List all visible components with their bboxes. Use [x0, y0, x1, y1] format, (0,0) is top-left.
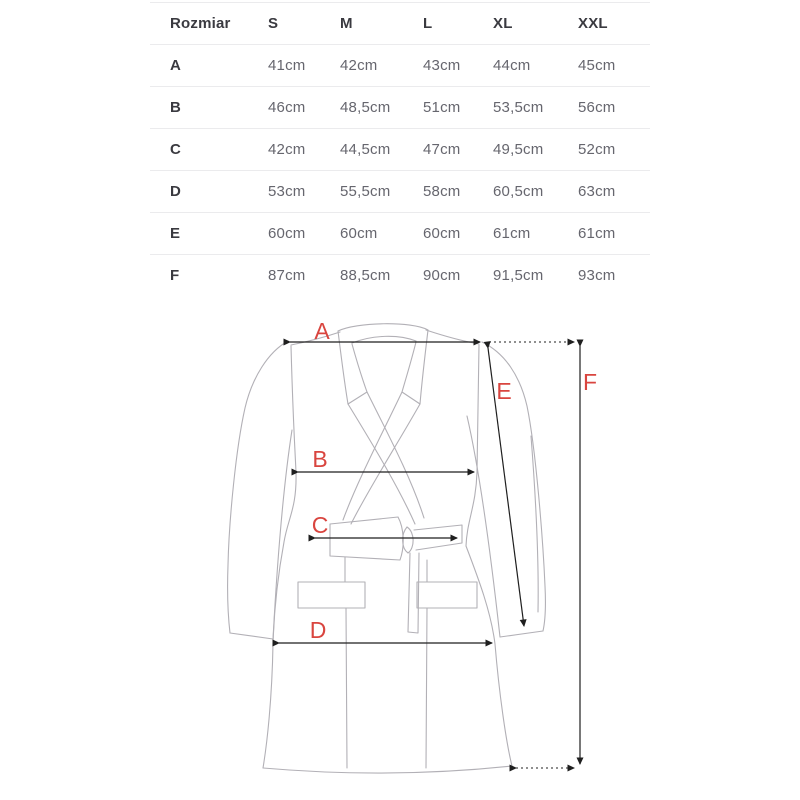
- right-lapel-roll-line: [402, 342, 416, 392]
- size-value-cell: 60cm: [340, 225, 378, 242]
- size-value-cell: 44cm: [493, 57, 531, 74]
- size-value-cell: 43cm: [423, 57, 461, 74]
- row-label-b: B: [170, 99, 182, 116]
- belt-knot: [403, 527, 414, 553]
- row-label-c: C: [170, 141, 182, 158]
- measurement-label-c: C: [311, 512, 329, 538]
- left-sleeve-outline: [228, 341, 288, 633]
- measurement-label-a: A: [314, 318, 330, 344]
- measurement-label-d: D: [309, 617, 327, 643]
- hem-line: [263, 766, 512, 773]
- right-sleeve-outline: [482, 342, 545, 631]
- measurement-label-f: F: [582, 369, 598, 395]
- row-label-a: A: [170, 57, 182, 74]
- collar-top-line: [338, 324, 428, 331]
- size-value-cell: 60cm: [423, 225, 461, 242]
- row-label-e: E: [170, 225, 181, 242]
- col-header-xl: XL: [493, 15, 513, 32]
- size-value-cell: 53cm: [268, 183, 306, 200]
- right-front-panel-edge: [426, 560, 427, 768]
- size-value-cell: 42cm: [340, 57, 378, 74]
- right-side-seam: [466, 345, 512, 766]
- right-lapel-outer-edge: [420, 330, 428, 404]
- size-value-cell: 46cm: [268, 99, 306, 116]
- size-value-cell: 42cm: [268, 141, 306, 158]
- size-value-cell: 52cm: [578, 141, 616, 158]
- left-sleeve-inner-line: [273, 430, 292, 639]
- right-lapel-notch: [402, 392, 420, 404]
- right-pocket-flap: [417, 582, 477, 608]
- right-sleeve-seam-line: [531, 436, 538, 612]
- size-value-cell: 45cm: [578, 57, 616, 74]
- left-pocket-flap: [298, 582, 365, 608]
- measurement-label-e: E: [496, 378, 512, 404]
- size-value-cell: 49,5cm: [493, 141, 544, 158]
- measurement-labels: [310, 318, 597, 643]
- size-value-cell: 44,5cm: [340, 141, 391, 158]
- right-sleeve-inner-line: [467, 416, 500, 637]
- row-label-f: F: [170, 267, 180, 284]
- size-value-cell: 91,5cm: [493, 267, 544, 284]
- size-value-cell: 93cm: [578, 267, 616, 284]
- size-table-corner-label: Rozmiar: [170, 15, 231, 32]
- size-value-cell: 56cm: [578, 99, 616, 116]
- left-side-seam: [263, 346, 296, 768]
- size-value-cell: 61cm: [578, 225, 616, 242]
- left-lapel-roll-line: [352, 344, 367, 392]
- size-value-cell: 90cm: [423, 267, 461, 284]
- col-header-s: S: [268, 15, 279, 32]
- right-cuff-line: [500, 631, 543, 637]
- size-value-cell: 58cm: [423, 183, 461, 200]
- size-value-cell: 41cm: [268, 57, 306, 74]
- size-value-cell: 63cm: [578, 183, 616, 200]
- measurement-arrows: [279, 342, 580, 768]
- size-value-cell: 51cm: [423, 99, 461, 116]
- size-value-cell: 55,5cm: [340, 183, 391, 200]
- size-value-cell: 53,5cm: [493, 99, 544, 116]
- col-header-l: L: [423, 15, 433, 32]
- size-value-cell: 88,5cm: [340, 267, 391, 284]
- col-header-m: M: [340, 15, 353, 32]
- size-value-cell: 48,5cm: [340, 99, 391, 116]
- right-wrap-front-edge: [351, 404, 420, 524]
- row-label-d: D: [170, 183, 182, 200]
- col-header-xxl: XXL: [578, 15, 608, 32]
- size-value-cell: 47cm: [423, 141, 461, 158]
- size-value-cell: 87cm: [268, 267, 306, 284]
- size-value-cell: 61cm: [493, 225, 531, 242]
- size-value-cell: 60cm: [268, 225, 306, 242]
- measurement-label-b: B: [312, 446, 328, 472]
- left-front-panel-edge: [345, 557, 347, 768]
- left-cuff-line: [230, 633, 273, 639]
- left-lapel-notch: [348, 392, 367, 404]
- size-value-cell: 60,5cm: [493, 183, 544, 200]
